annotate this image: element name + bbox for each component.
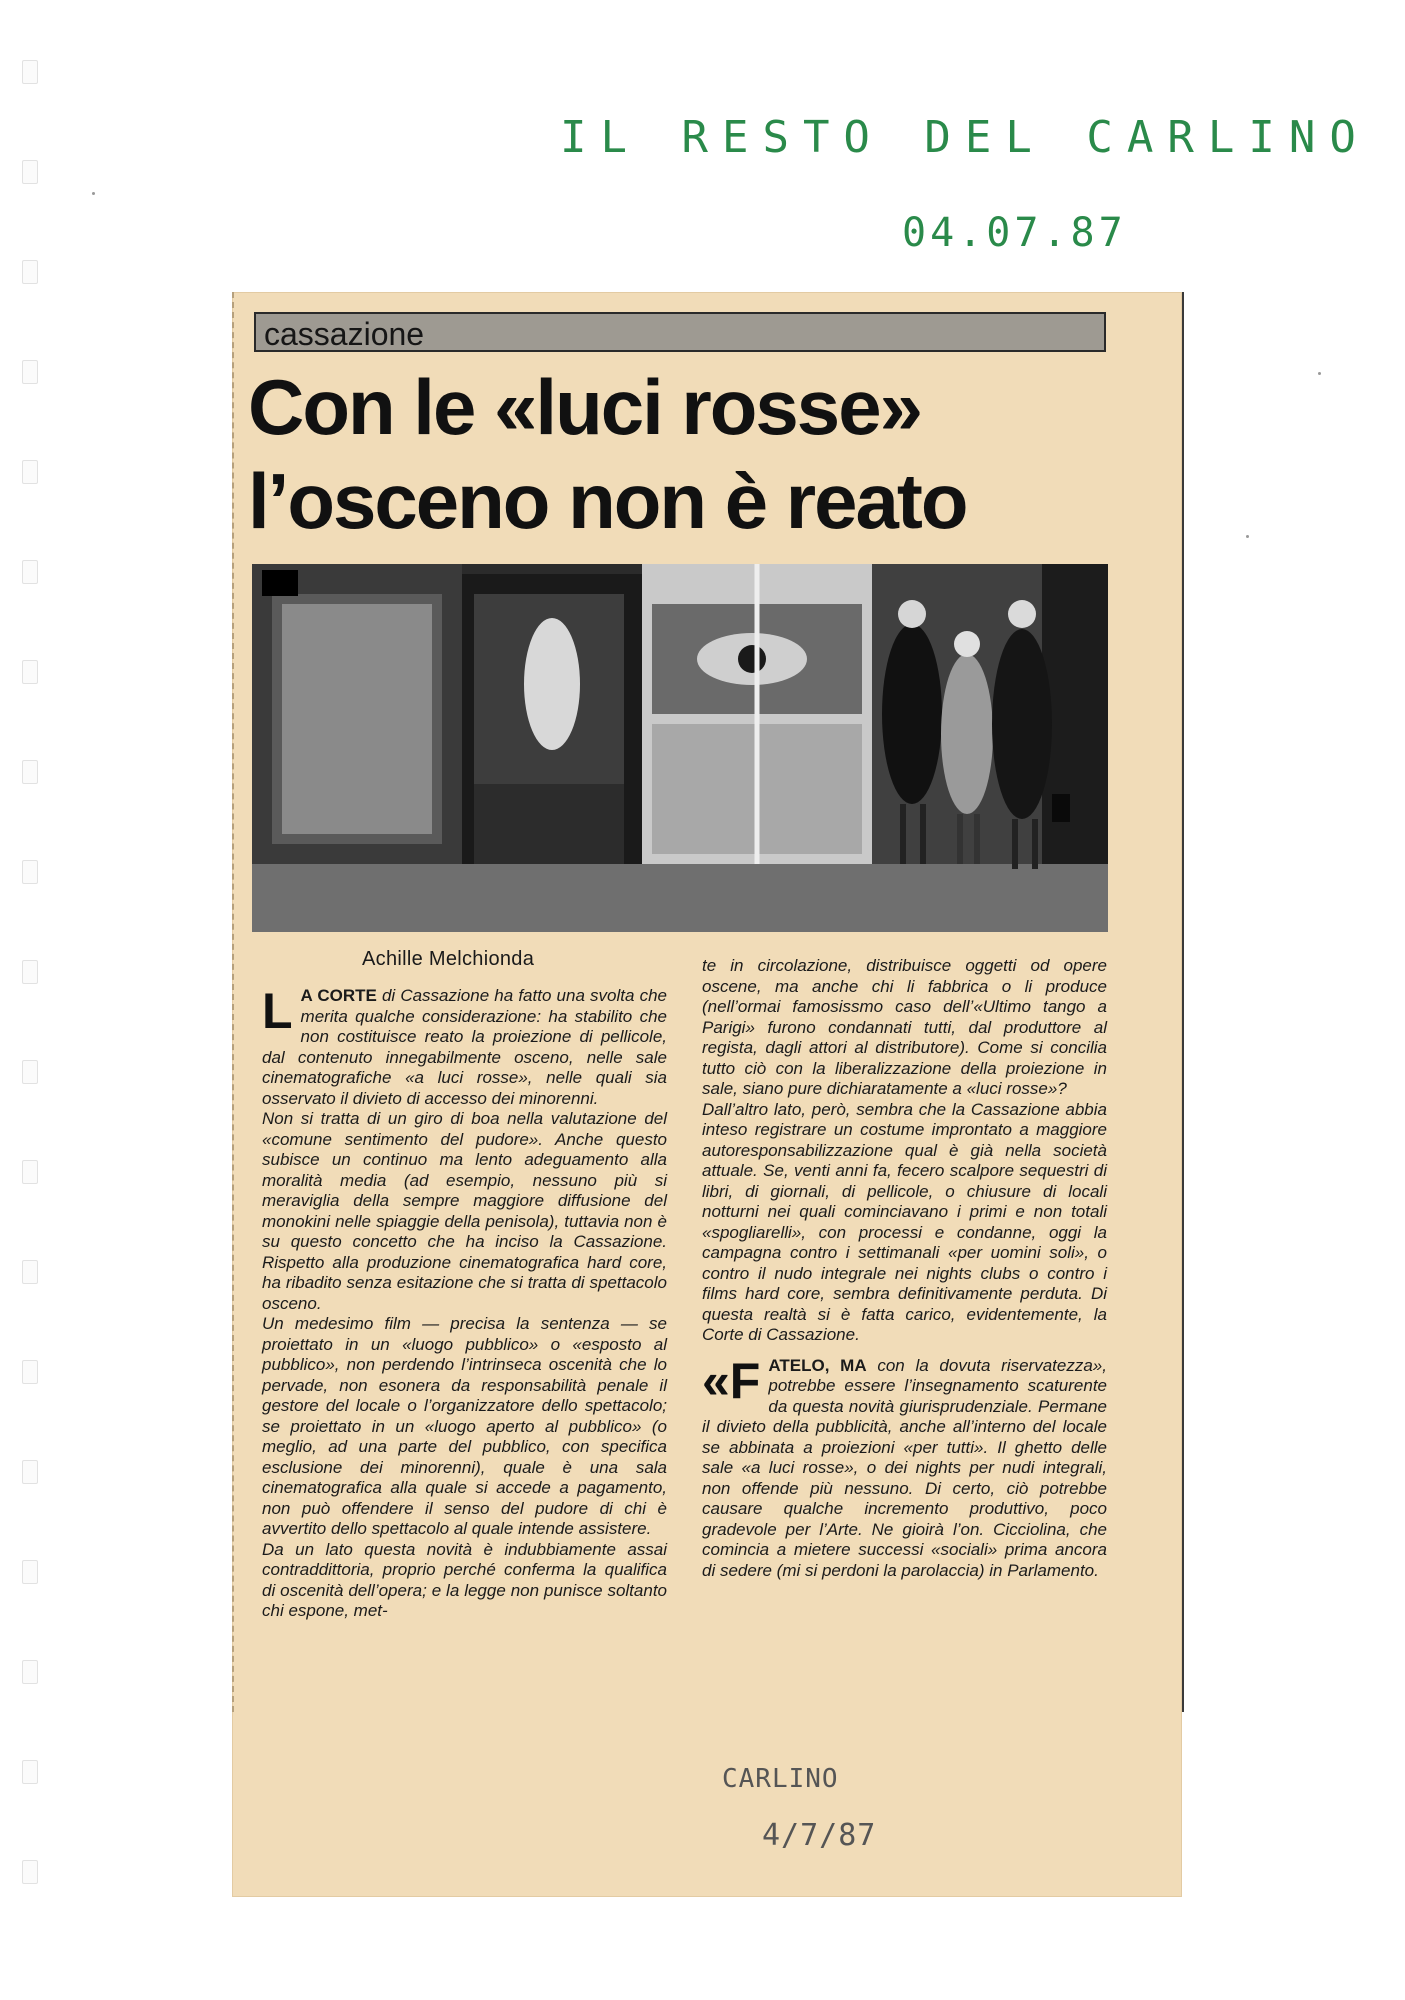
- lead-caps: A CORTE: [300, 986, 377, 1005]
- article-column-left: [262, 983, 667, 1622]
- handwritten-bottom-name: CARLINO: [722, 1764, 839, 1794]
- dropcap: «F: [702, 1352, 761, 1409]
- binder-hole: [22, 1060, 38, 1084]
- paragraph: Un medesimo film — precisa la sentenza — se proiettato in un «luogo pubblico» o «esposto al pubblico», non perdendo l’intrinseca oscenità che lo pervade, non esonera da responsabilità penale il gestore del locale o l’organizzatore dello spettacolo; se proiettato in un «luogo aperto al pubblico» (o meglio, ad una parte del pubblico, con specifica esclusione dei minorenni), quale è una sala cinematografica alla quale si accede a pagamento, non può offendere il senso del pudore di chi è avvertito dello spettacolo al quale intende assistere.: [262, 1314, 667, 1538]
- binder-hole: [22, 1360, 38, 1384]
- headline-line-2: l’osceno non è reato: [248, 457, 967, 545]
- rubric-label: cassazione: [264, 316, 425, 352]
- binder-holes: [14, 50, 44, 1970]
- binder-hole: [22, 660, 38, 684]
- paragraph: te in circolazione, distribuisce oggetti od opere oscene, ma anche chi li fabbrica o li produce (nell’ormai famosissmo caso dell’«Ultimo tango a Parigi» furono condannati tutti, dal produttore al regista, dagli attori al distributore). Come si concilia tutto ciò con la liberalizzazione della proiezione in sale, siano pure dichiaratamente a «luci rosse»?: [702, 956, 1107, 1098]
- newspaper-clipping: [232, 292, 1182, 1897]
- paragraph: Dall’altro lato, però, sembra che la Cassazione abbia inteso registrare un costume improntato a maggiore autoresponsabilizzazione qual è già nella società attuale. Se, venti anni fa, fecero scalpore sequestri di libri, di giornali, di pellicole, o chiusure di locali notturni nei quali cominciavano i primi e non totali «spogliarelli», con processi e condanne, oggi la campagna contro i settimanali «per uomini soli», o contro il nudo integrale nei nights clubs o contro i films hard core, sembra definitivamente perduta. Di questa realtà si è fatta carico, evidentemente, la Corte di Cassazione.: [702, 1099, 1107, 1344]
- article-photo: [252, 564, 1108, 932]
- binder-hole: [22, 1660, 38, 1684]
- binder-hole: [22, 960, 38, 984]
- paragraph: Non si tratta di un giro di boa nella valutazione del «comune sentimento del pudore». Anche questo subisce un continuo ma lento adeguamento alla moralità media (ad esempio, nessuno più si meraviglia della sempre maggiore diffusione del monokini nelle spiaggie della penisola), tuttavia non è su questo concetto che ha inciso la Cassazione. Rispetto alla produzione cinematografica hard core, ha ribadito senza esitazione che si tratta di spettacolo osceno.: [262, 1109, 667, 1313]
- paragraph: [702, 1352, 1107, 1582]
- paragraph: [262, 983, 667, 1109]
- handwritten-bottom-date: 4/7/87: [762, 1818, 877, 1853]
- paragraph: Da un lato questa novità è indubbiamente assai contraddittoria, proprio perché conferma la qualifica di oscenità dell’opera; e la legge non punisce soltanto chi espone, met-: [262, 1539, 667, 1620]
- binder-hole: [22, 560, 38, 584]
- clipping-shadow-edge: [1182, 292, 1184, 1712]
- street-scene-photo: [252, 564, 1108, 932]
- binder-hole: [22, 1460, 38, 1484]
- binder-hole: [22, 1760, 38, 1784]
- handwritten-publication: IL RESTO DEL CARLINO: [560, 112, 1370, 163]
- headline-line-1: Con le «luci rosse»: [248, 363, 921, 451]
- binder-hole: [22, 1260, 38, 1284]
- lead-caps: ATELO, MA: [768, 1355, 867, 1375]
- handwritten-date: 04.07.87: [902, 210, 1127, 256]
- binder-hole: [22, 1160, 38, 1184]
- binder-hole: [22, 760, 38, 784]
- binder-hole: [22, 60, 38, 84]
- binder-hole: [22, 460, 38, 484]
- binder-hole: [22, 160, 38, 184]
- rubric-bar: [254, 312, 1106, 352]
- paragraph-text: di Cassazione ha fatto una svolta che merita qualche considerazione: ha stabilito che non costituisce reato la proiezione di pellicole, dal contenuto innegabilmente osceno, nelle sale cinematografiche «a luci rosse», nelle quali sia osservato il divieto di accesso dei minorenni.: [262, 986, 667, 1108]
- binder-hole: [22, 860, 38, 884]
- binder-hole: [22, 360, 38, 384]
- binder-hole: [22, 1860, 38, 1884]
- dust-speck: [92, 192, 95, 195]
- binder-hole: [22, 260, 38, 284]
- dust-speck: [1246, 535, 1249, 538]
- byline: Achille Melchionda: [362, 948, 535, 970]
- dust-speck: [1318, 372, 1321, 375]
- binder-hole: [22, 1560, 38, 1584]
- dropcap: L: [262, 983, 293, 1039]
- clipping-cut-edge: [232, 292, 236, 1712]
- article-column-right: [702, 956, 1107, 1581]
- paragraph-text: con la dovuta riservatezza», potrebbe essere l’insegnamento scaturente da questa novità giurisprudenziale. Permane il divieto della pubblicità, anche all’interno del locale se abbinata a proiezioni «per tutti». Il ghetto delle sale «a luci rosse», o dei nights per nudi integrali, non offende più nessuno. Di certo, ciò potrebbe causare qualche incremento produttivo, poco gradevole per l’Arte. Ne gioirà l’on. Cicciolina, che comincia a mietere successi «sociali» prima ancora di sedere (mi si perdoni la parolaccia) in Parlamento.: [702, 1355, 1107, 1580]
